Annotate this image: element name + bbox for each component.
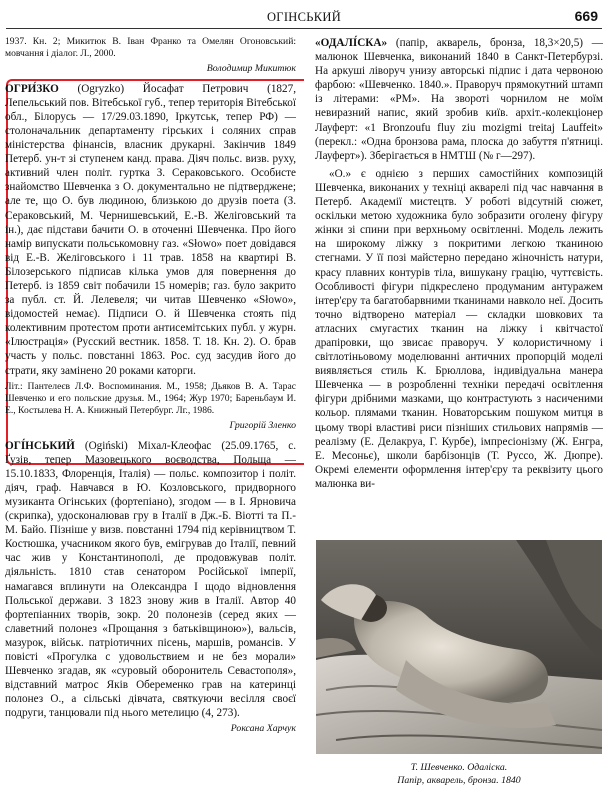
entry-ogryzko-literature: Літ.: Пантелеєв Л.Ф. Воспоминания. М., 1958; Дьяков В. А. Тарас Шевченко и его польские друзья. М., 1964; Жур 1970; Бареньбаум И. Е., Костылева Н. А. Книжный Петербург. Лг., 1986.: [5, 380, 296, 417]
entry-odaliska-intro: (папір, акварель, бронза, 18,3×20,5) — малюнок Шевченка, виконаний 1840 в Санкт-Петербурзі. На аркуші ліворуч унизу авторські підпис і дата червоною фарбою: «Шевченко. 1840.». Праворуч прямокутний штамп із літерами: «РМ». На звороті чорнилом не моїм невиразний напис, який зробив київ. архіт.-колекціонер Лауферт: «1 Bronzoufu fluy ziu mozigmi treitaj Lauffeit» (перекл.: «Одна бронзова рама, плоска до забуття п'ятниці. Лауферт»). Зберігається в НМТШ (№ г—297).: [315, 37, 603, 162]
page-number: 669: [574, 8, 598, 24]
painting-caption: [316, 762, 602, 787]
odalisque-painting: [316, 540, 602, 754]
entry-oginsky-signature: Роксана Харчук: [230, 722, 296, 734]
entry-odaliska-headword: «ОДАЛІ́СКА»: [315, 37, 388, 49]
entry-odaliska: [315, 36, 603, 163]
left-column: [5, 36, 296, 736]
top-references: 1937. Кн. 2; Микитюк В. Іван Франко та Омелян Огоновський: мовчання і діалог. Л., 2000.: [5, 36, 296, 60]
entry-odaliska-body: «О.» є однією з перших самостійних композицій Шевченка, виконаних у техніці акварелі під час навчання в Петерб. Академії мистецтв. У роботі відсутній сюжет, оскільки метою художника було зобразити оголену фігуру жінки зі спини при верхньому освітленні. Модель лежить на широкому ліжку з покритими легкою тканиною стегнами. У її позі майстерно передано жіночність натури, красу плавних контурів тіла, вишукану грацію, чуттєвість. Особливості фігури підкреслено продуманим антуражем інтер'єру та багатобарвними тканинами навколо неї. Досить точно відтворено матеріал — складки шовкових та атласних смугастих тканин на ліжку і квітчастої драпіровки, що звисає праворуч. У колористичному і світлотіньовому моделюванні античних пропорцій моделі виявляється стиль К. Брюллова, індивідуальна манера Шевченка — в розробленні техніки передачі освітлення фігури дрібними мазками, що контрастують з насиченими кольор. плямами тканин. Новаторським пошуком митця в цьому творі властиві риси пізніших стильових напрямів — реалізму (Е. Делакруа, Г. Курбе), імпресіонізму (Ж. Енгра, Е. Месоньє), школи барбізонців (Т. Руссо, Ж. Дюпре). Окремі елементи оформлення інтер'єру та реквізиту цього малюнка ви-: [315, 167, 603, 490]
right-column: [315, 36, 603, 491]
caption-line-1: Т. Шевченко. Одаліска.: [410, 762, 508, 773]
caption-line-2: Папір, акварель, бронза. 1840: [397, 774, 521, 786]
page-header: [6, 8, 602, 29]
entry-oginsky: [5, 439, 296, 721]
entry-ogryzko-headword: ОГРИ́ЗКО: [5, 82, 59, 95]
top-signature: Володимир Микитюк: [206, 62, 296, 74]
painting-illustration: [316, 540, 602, 754]
running-title: ОГІНСЬКИЙ: [266, 10, 342, 24]
entry-oginsky-headword: ОГІ́НСЬКИЙ: [5, 439, 75, 452]
entry-oginsky-text: (Ogiński) Міхал-Клеофас (25.09.1765, с. Ґузів, тепер Мазовецького воєводства, Польща — 15.10.1833, Флоренція, Італія) — польс. композитор і політ. діяч, граф. Навчався в Ю. Козловського, придворного музиканта Огінських (фортепіано), згодом — в І. Ярновича (скрипка), удосконалював гру в Італії в Дж.-Б. Віотті та П.-М. Байо. Пізніше у визв. повстанні 1794 під керівництвом Т. Костюшка, учасником якого був, емігрував до Італії, певний час жив у Константинополі, де продовжував політ. діяльність. 1810 став сенатором Російської імперії, намагався вплинути на Олександра I щодо відновлення Польської держави. З 1823 знову жив в Італії. Автор 40 фортепіанних творів, зокр. 20 полонезів (серед яких — славетний полонез «Прощання з батьківщиною»), вальсів, мазурок, військ. патріотичних пісень, маршів, романсів. У повісті «Прогулка с удовольствием и не без морали» Шевченко згадав, як «суровый оборонитель Севастополя», відставний матрос Яків Обеременко грав на катеринці полонез О., а сільські дівчата, святкуючи весілля своєї подруги, танцювали під нього метелицю (4, 273).: [5, 439, 296, 720]
entry-ogryzko-signature: Григорій Зленко: [229, 419, 296, 431]
entry-ogryzko-text: (Ogryzko) Йосафат Петрович (1827, Лепельський пов. Вітебської губ., тепер територія Вітебської обл., Білорусь — 17/29.03.1890, Іркутськ, тепер РФ) — столоначальник департаменту гірських і соляних справ міністерства фінансів, власник друкарні. Закінчив 1849 Петерб. ун-т зі ступенем канд. права. Діяч польс. визв. руху, активний член політ. гуртка З. Сераковського. Особисте знайомство Шевченка з О. документально не підтверджене; але те, що О. був людиною, близькою до друзів поета (З. Сераковський, М. Чернишевський, Е.-В. Желіговський та ін.), дає підстави бачити О. в оточенні Шевченка. Про його намір випускати польськомовну газ. «Słowo» поет довідався від Е.-В. Желіговського і 11 трав. 1858 на квартирі В. Білозерського підписав кілька умов для повернення до Петерб. із 1859 світ побачили 15 номерів; газ. було закрито за публ. ст. Й. Лелевеля; чи читав Шевченко «Słowo», відомостей немає). Підписи О. й Шевченка стоять під колективним протестом проти антисемітських публ. у журн. «Ілюстрація» (Русский вестник. 1858. Т. 18. Кн. 2). О. брав участь у польс. повстанні 1863. Рос. суд засудив його до страти, яку замінено 20 роками каторги.: [5, 82, 296, 377]
entry-ogryzko: [5, 82, 296, 378]
